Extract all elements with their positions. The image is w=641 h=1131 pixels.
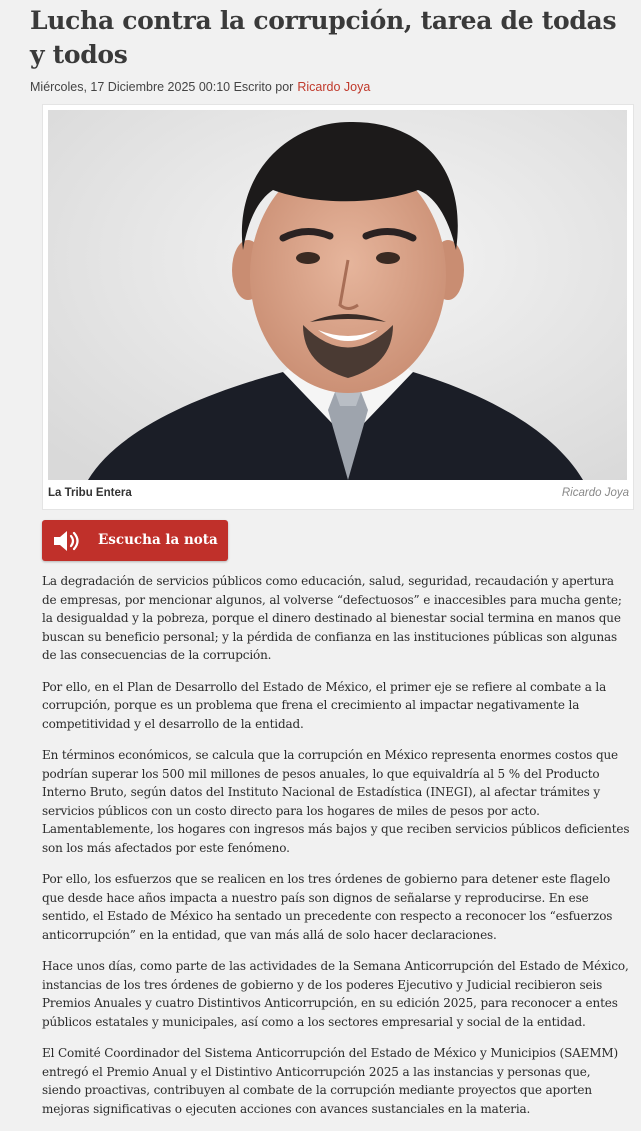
image-caption-credit: Ricardo Joya xyxy=(561,487,629,499)
article-paragraph: El Comité Coordinador del Sistema Anticorrupción del Estado de México y Municipios (SAEMM) entregó el Premio Anual y el Distintivo Anticorrupción 2025 a las instancias y personas que, siendo proactivas, contribuyen al combate de la corrupción mediante proyectos que aporten mejoras significativas o ejecuten acciones con avances sustanciales en la materia. xyxy=(42,1046,619,1116)
listen-button-label: Escucha la nota xyxy=(98,532,218,548)
author-link[interactable]: Ricardo Joya xyxy=(297,80,371,94)
speaker-icon xyxy=(52,529,82,557)
listen-audio-button[interactable] xyxy=(42,520,228,561)
article-meta xyxy=(30,80,370,94)
article-paragraph: Por ello, los esfuerzos que se realicen en los tres órdenes de gobierno para detener este flagelo que desde hace años impacta a nuestro país son dignos de señalarse y reproducirse. En ese sentido, el Estado de México ha sentado un precedente con respecto a reconocer los “esfuerzos anticorrupción” en la entidad, que van más allá de solo hacer declaraciones. xyxy=(42,872,613,942)
article-paragraph: Hace unos días, como parte de las actividades de la Semana Anticorrupción del Estado de México, instancias de los tres órdenes de gobierno y de los poderes Ejecutivo y Judicial recibieron seis Premios Anuales y cuatro Distintivos Anticorrupción, en su edición 2025, para reconocer a entes públicos estatales y municipales, así como a los sectores empresarial y social de la entidad. xyxy=(42,959,629,1029)
article-title: Lucha contra la corrupción, tarea de todas y todos xyxy=(30,6,617,69)
article-paragraph: En términos económicos, se calcula que la corrupción en México representa enormes costos que podrían superar los 500 mil millones de pesos anuales, lo que equivaldría al 5 % del Producto Interno Bruto, según datos del Instituto Nacional de Estadística (INEGI), al afectar trámites y servicios públicos con un costo directo para los hogares de miles de pesos por acto. Lamentablemente, los hogares con ingresos más bajos y que reciben servicios públicos deficientes son los más afectados por este fenómeno. xyxy=(42,748,630,855)
author-photo xyxy=(48,110,627,480)
article-paragraph: Por ello, en el Plan de Desarrollo del Estado de México, el primer eje se refiere al combate a la corrupción, porque es un problema que frena el crecimiento al impactar negativamente la competitividad y el desarrollo de la entidad. xyxy=(42,679,607,731)
article-paragraph: La degradación de servicios públicos como educación, salud, seguridad, recaudación y apertura de empresas, por mencionar algunos, al volverse “defectuosos” e inaccesibles para mucha gente; la desigualdad y la pobreza, porque el dinero destinado al bienestar social termina en manos que buscan su beneficio personal; y la pérdida de confianza en las instituciones públicas son algunas de las consecuencias de la corrupción. xyxy=(42,574,622,662)
article-body xyxy=(42,572,632,1131)
image-caption-source: La Tribu Entera xyxy=(48,487,132,499)
featured-image-frame xyxy=(42,104,634,510)
article-date-line: Miércoles, 17 Diciembre 2025 00:10 Escrito por xyxy=(30,80,294,94)
